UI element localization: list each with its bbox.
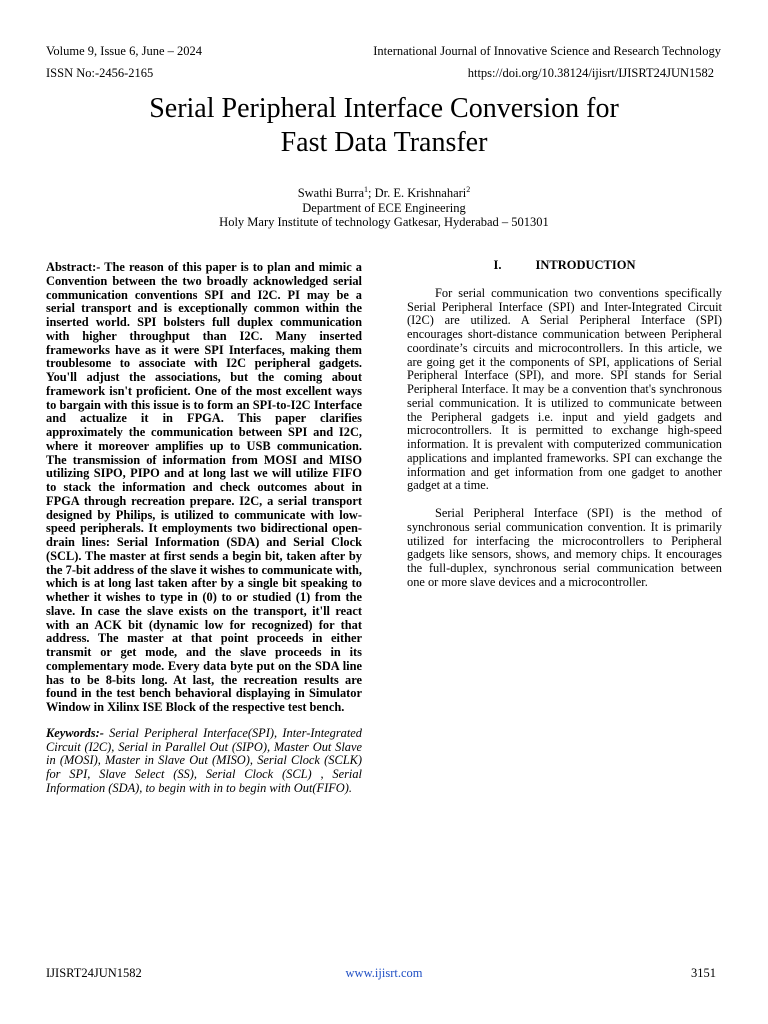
left-column (46, 261, 362, 796)
doi-link[interactable]: https://doi.org/10.38124/ijisrt/IJISRT24JUN1582 (467, 66, 714, 80)
paper-title-line-2: Fast Data Transfer (280, 127, 488, 158)
author-names (0, 186, 768, 201)
keywords (46, 727, 362, 796)
section-heading (407, 259, 722, 273)
section-title: INTRODUCTION (535, 258, 636, 272)
intro-paragraph-1: For serial communication two conventions specifically Serial Peripheral Interface (SPI) and Inter-Integrated Circuit (I2C) are utilized. A Serial Peripheral Interface (SPI) encourages short-distance communication between Peripheral coordinate’s circuits and microcontrollers. In this article, we are going get it the components of SPI, applications of Serial Peripheral Interface (SPI), and more. SPI stands for Serial Peripheral Interface. It may be a convention that's synchronous serial communication. It is utilized to communicate between the Peripheral gadgets i.e. input and yield gadgets and microcontrollers. It is permitted to exchange high-speed information. It is prevalent with computerized communication applications and implanted frameworks. SPI can exchange the information and get information from one gadget to another gadget at a time. (407, 285, 722, 493)
author-1-affiliation: 1 (364, 184, 369, 194)
page-number: 3151 (691, 966, 716, 980)
author-1: Swathi Burra (297, 186, 365, 200)
journal-name: International Journal of Innovative Science and Research Technology (373, 44, 721, 58)
author-2: Dr. E. Krishnahari (374, 186, 467, 200)
abstract-text: The reason of this paper is to plan and mimic a Convention between the two broadly acknowledged serial communication conventions SPI and I2C. PI may be a serial transport and is exceptionally common within the inserted world. SPI bolsters full duplex communication with higher throughput than I2C. Many inserted frameworks have as it were SPI Interfaces, making them troublesome to associate with I2C peripheral gadgets. You'll adjust the associations, but the coming about framework isn't proficient. One of the most excellent ways to bargain with this issue is to form an SPI-to-I2C Interface and actualize it in FPGA. This paper clarifies approximately the communication between SPI and I2C, where it moreover amplifies up to USB communication. The transmission of information from MOSI and MISO utilizing SIPO, PIPO and at long last we will utilize FIFO to stack the information and check outcomes about in FPGA through recreation prepare. I2C, a serial transport designed by Philips, is utilized to communicate with low-speed peripherals. It employments two bidirectional open-drain lines: Serial Information (SDA) and Serial Clock (SCL). The master at first sends a begin bit, taken after by the 7-bit address of the slave it wishes to communicate with, which is at long last taken after by a single bit speaking to whether it wishes to type in (0) to or studied (1) from the slave. In case the slave exists on the transport, it'll react with an ACK bit (dynamic low for recognized) for that address. The master at that point proceeds in either transmit or get mode, and the slave proceeds in its complementary mode. Every data byte put on the SDA line has to be 8-bits long. At last, the recreation results are found in the test bench behavioral displaying in Simulator Window in Xilinx ISE Block of the respective test bench. (46, 260, 362, 714)
abstract-label: Abstract:- (46, 260, 101, 274)
paper-title-line-1: Serial Peripheral Interface Conversion for (149, 93, 619, 124)
footer-website-link[interactable]: www.ijisrt.com (345, 966, 423, 980)
abstract (46, 261, 362, 715)
paper-title (0, 92, 768, 160)
author-2-affiliation: 2 (466, 184, 471, 194)
issn: ISSN No:-2456-2165 (46, 66, 154, 80)
keywords-text: Serial Peripheral Interface(SPI), Inter-Integrated Circuit (I2C), Serial in Parallel Out (SIPO), Master Out Slave in (MOSI), Master in Slave Out (MISO), Serial Clock (SCLK) for SPI, Slave Select (SS), Serial Clock (SCL) , Serial Information (SDA), to begin with in to begin with Out(FIFO). (46, 725, 362, 795)
volume-info: Volume 9, Issue 6, June – 2024 (46, 44, 203, 58)
right-column (407, 259, 722, 590)
institute: Holy Mary Institute of technology Gatkesar, Hyderabad – 501301 (219, 215, 549, 229)
department: Department of ECE Engineering (302, 200, 466, 215)
intro-paragraph-2: Serial Peripheral Interface (SPI) is the method of synchronous serial communication convention. It is primarily utilized for interfacing the microcontrollers to Peripheral gadgets like sensors, shows, and memory chips. It encourages the full-duplex, synchronous serial communication between one or more slave devices and a microcontroller. (407, 506, 722, 589)
footer-code: IJISRT24JUN1582 (46, 966, 142, 980)
keywords-label: Keywords:- (46, 725, 104, 740)
section-number: I. (493, 258, 502, 272)
author-block (0, 186, 768, 230)
author-separator: ; (368, 186, 375, 200)
